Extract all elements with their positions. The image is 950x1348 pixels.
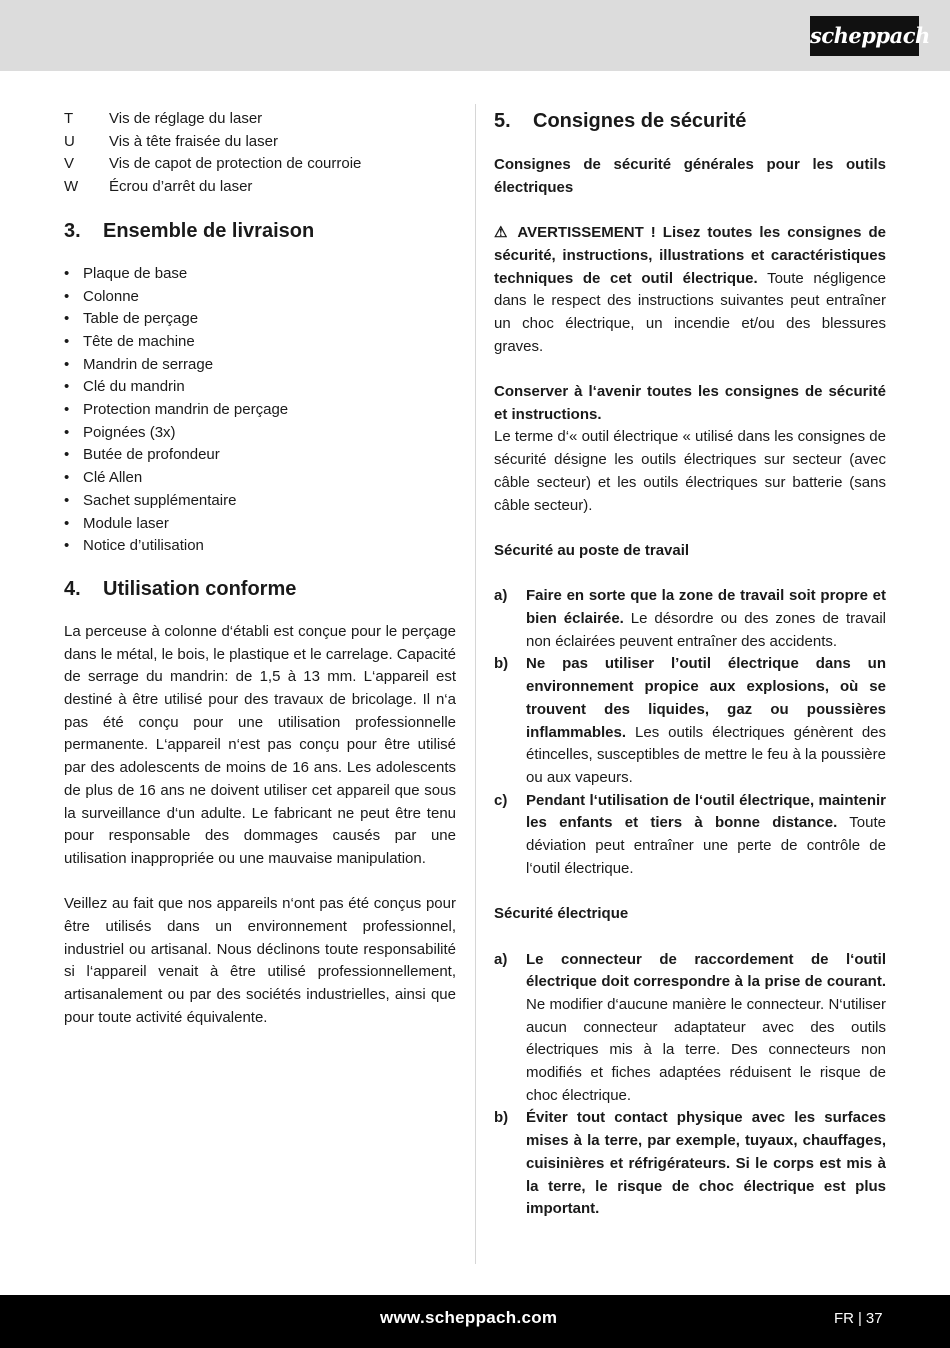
list-item-text: Plaque de base <box>83 264 188 282</box>
list-item-text: Mandrin de serrage <box>83 355 214 373</box>
item-bold-text: Pendant l‘utilisation de l‘outil électrique, maintenir les enfants et tiers à bonne distance. <box>526 791 886 832</box>
item-label: a) <box>494 950 508 968</box>
keep-instructions-text: Le terme d‘« outil électrique « utilisé dans les consignes de sécurité désigne les outils électriques sur secteur (avec câble secteur) et les outils électriques sur batterie (sans câble secteur). <box>494 428 886 514</box>
separator: | <box>858 1310 862 1327</box>
list-item <box>64 286 456 309</box>
list-item <box>494 585 886 653</box>
list-item-text: Butée de profondeur <box>83 446 220 464</box>
warning-text: Toute négligence dans le respect des instructions suivantes peut entraîner un choc électrique, un incendie et/ou des blessures graves. <box>494 269 886 355</box>
item-normal-text: Ne modifier d‘aucune manière le connecteur. N‘utiliser aucun connecteur adaptateur avec des outils électriques mis à la terre. Des connecteurs non modifiés et fiches adaptées réduisent le risque de choc électrique. <box>526 995 886 1104</box>
delivery-list <box>64 263 456 558</box>
item-text <box>526 949 886 1108</box>
bullet-icon: • <box>64 491 70 509</box>
list-item <box>64 376 456 399</box>
legend-letter: U <box>64 132 75 150</box>
workplace-safety-title: Sécurité au poste de travail <box>494 541 690 559</box>
intended-use-paragraph-2: Veillez au fait que nos appareils n‘ont pas été conçus pour être utilisés dans un environnement professionnel, industriel ou artisanal. Nous déclinons toute responsabilité si l‘appareil venait à être utilisé professionnellement, artisanalement ou par des sociétés industrielles, ainsi que pour toute activité équivalente. <box>64 895 456 1026</box>
list-item <box>64 399 456 422</box>
legend-text: Vis de réglage du laser <box>109 110 263 127</box>
item-label: a) <box>494 587 508 605</box>
item-normal-text: Les outils électriques génèrent des étincelles, susceptibles de mettre le feu à la poussière ou aux vapeurs. <box>526 723 887 786</box>
page-indicator <box>834 1310 883 1327</box>
item-text <box>526 1107 886 1221</box>
column-divider <box>475 104 476 1264</box>
list-item <box>64 444 456 467</box>
list-item-text: Tête de machine <box>83 332 195 350</box>
bullet-icon: • <box>64 355 70 373</box>
bullet-icon: • <box>64 378 70 396</box>
legend-letter: T <box>64 110 74 127</box>
section-number: 5. <box>494 110 511 132</box>
warning-paragraph <box>494 222 886 358</box>
electrical-safety-list <box>494 949 886 1221</box>
parts-legend <box>64 108 456 199</box>
item-text <box>526 790 886 881</box>
item-label: c) <box>494 791 508 809</box>
website-link[interactable]: www.scheppach.com <box>380 1308 558 1327</box>
warning-icon: ⚠ <box>494 224 511 242</box>
item-bold-text: Ne pas utiliser l’outil électrique dans un environnement propice aux explosions, où se trouvent des liquides, gaz ou poussières inflammables. <box>526 655 886 741</box>
list-item-text: Table de perçage <box>83 310 199 328</box>
workplace-safety-list <box>494 585 886 880</box>
section-title: Utilisation conforme <box>103 577 297 600</box>
header-bar <box>0 0 950 71</box>
left-column <box>64 108 456 1030</box>
list-item-text: Notice d’utilisation <box>83 537 204 555</box>
electrical-safety-title: Sécurité électrique <box>494 905 629 923</box>
list-item <box>494 1107 886 1221</box>
item-normal-text: Le désordre ou des zones de travail non éclairées peuvent entraîner des accidents. <box>526 610 886 650</box>
item-bold-text: Le connecteur de raccordement de l‘outil électrique doit correspondre à la prise de courant. <box>526 950 886 991</box>
page-number: 37 <box>865 1310 883 1327</box>
bullet-icon: • <box>64 469 70 487</box>
list-item <box>64 535 456 558</box>
legend-row <box>64 176 456 199</box>
bullet-icon: • <box>64 401 70 419</box>
bullet-icon: • <box>64 423 70 441</box>
item-bold-text: Faire en sorte que la zone de travail soit propre et bien éclairée. <box>526 587 886 627</box>
legend-text: Vis à tête fraisée du laser <box>109 132 278 150</box>
list-item-text: Clé du mandrin <box>83 378 185 396</box>
legend-row <box>64 131 456 154</box>
legend-text: Écrou d’arrêt du laser <box>109 178 253 196</box>
list-item-text: Module laser <box>83 514 169 532</box>
list-item-text: Sachet supplémentaire <box>83 491 237 509</box>
bullet-icon: • <box>64 264 70 282</box>
list-item-text: Protection mandrin de perçage <box>83 401 289 419</box>
list-item <box>64 490 456 513</box>
list-item <box>64 354 456 377</box>
list-item <box>64 263 456 286</box>
legend-row <box>64 153 456 176</box>
item-normal-text: Toute déviation peut entraîner une perte de contrôle de l‘outil électrique. <box>526 814 886 877</box>
footer-bar <box>0 1295 950 1348</box>
bullet-icon: • <box>64 332 70 350</box>
section-subtitle: Consignes de sécurité générales pour les outils électriques <box>494 156 886 196</box>
language-code: FR <box>834 1310 854 1327</box>
section-4-heading <box>64 576 456 602</box>
scheppach-logo: scheppach <box>810 16 919 56</box>
item-label: b) <box>494 655 509 673</box>
section-title: Ensemble de livraison <box>103 219 315 242</box>
list-item-text: Colonne <box>83 287 139 305</box>
list-item <box>494 949 886 1108</box>
list-item-text: Clé Allen <box>83 469 143 487</box>
bullet-icon: • <box>64 310 70 328</box>
list-item <box>64 467 456 490</box>
warning-bold-text: AVERTISSEMENT ! Lisez toutes les consignes de sécurité, instructions, illustrations et caractéristiques techniques de cet outil électrique. <box>494 224 886 287</box>
bullet-icon: • <box>64 537 70 555</box>
legend-letter: V <box>64 155 75 173</box>
bullet-icon: • <box>64 446 70 464</box>
legend-row <box>64 108 456 131</box>
section-3-heading <box>64 218 456 244</box>
bullet-icon: • <box>64 514 70 532</box>
list-item <box>494 653 886 789</box>
item-bold-text: Éviter tout contact physique avec les surfaces mises à la terre, par exemple, tuyaux, chauffages, cuisinières et réfrigérateurs. Si le corps est mis à la terre, le risque de choc électrique est plus important. <box>526 1109 886 1218</box>
bullet-icon: • <box>64 287 70 305</box>
list-item <box>64 513 456 536</box>
list-item <box>64 308 456 331</box>
section-number: 4. <box>64 577 81 600</box>
item-label: b) <box>494 1109 509 1127</box>
right-column <box>494 108 886 1221</box>
list-item-text: Poignées (3x) <box>83 423 176 441</box>
section-title: Consignes de sécurité <box>533 110 747 132</box>
section-5-heading <box>494 108 886 134</box>
section-number: 3. <box>64 219 81 242</box>
keep-instructions-heading: Conserver à l‘avenir toutes les consignes de sécurité et instructions. <box>494 383 886 423</box>
item-text <box>526 585 886 653</box>
list-item <box>64 331 456 354</box>
list-item <box>494 790 886 881</box>
intended-use-paragraph: La perceuse à colonne d‘établi est conçue pour le perçage dans le métal, le bois, le plastique et le carrelage. Capacité de serrage du mandrin: de 1,5 à 13 mm. L‘appareil est destiné à être utilisé pour des travaux de bricolage. Il n‘a pas été conçu pour une utilisation professionnelle permanente. L‘appareil n‘est pas conçu pour être utilisé par des adolescents de moins de 16 ans. Les adolescents de plus de 16 ans ne doivent utiliser cet appareil que sous la surveillance d‘un adulte. Le fabricant ne peut être tenu pour responsable des dommages causés par une utilisation inappropriée ou une mauvaise manipulation. <box>64 622 456 867</box>
list-item <box>64 422 456 445</box>
legend-letter: W <box>64 178 79 196</box>
item-text <box>526 653 886 789</box>
legend-text: Vis de capot de protection de courroie <box>109 155 362 173</box>
